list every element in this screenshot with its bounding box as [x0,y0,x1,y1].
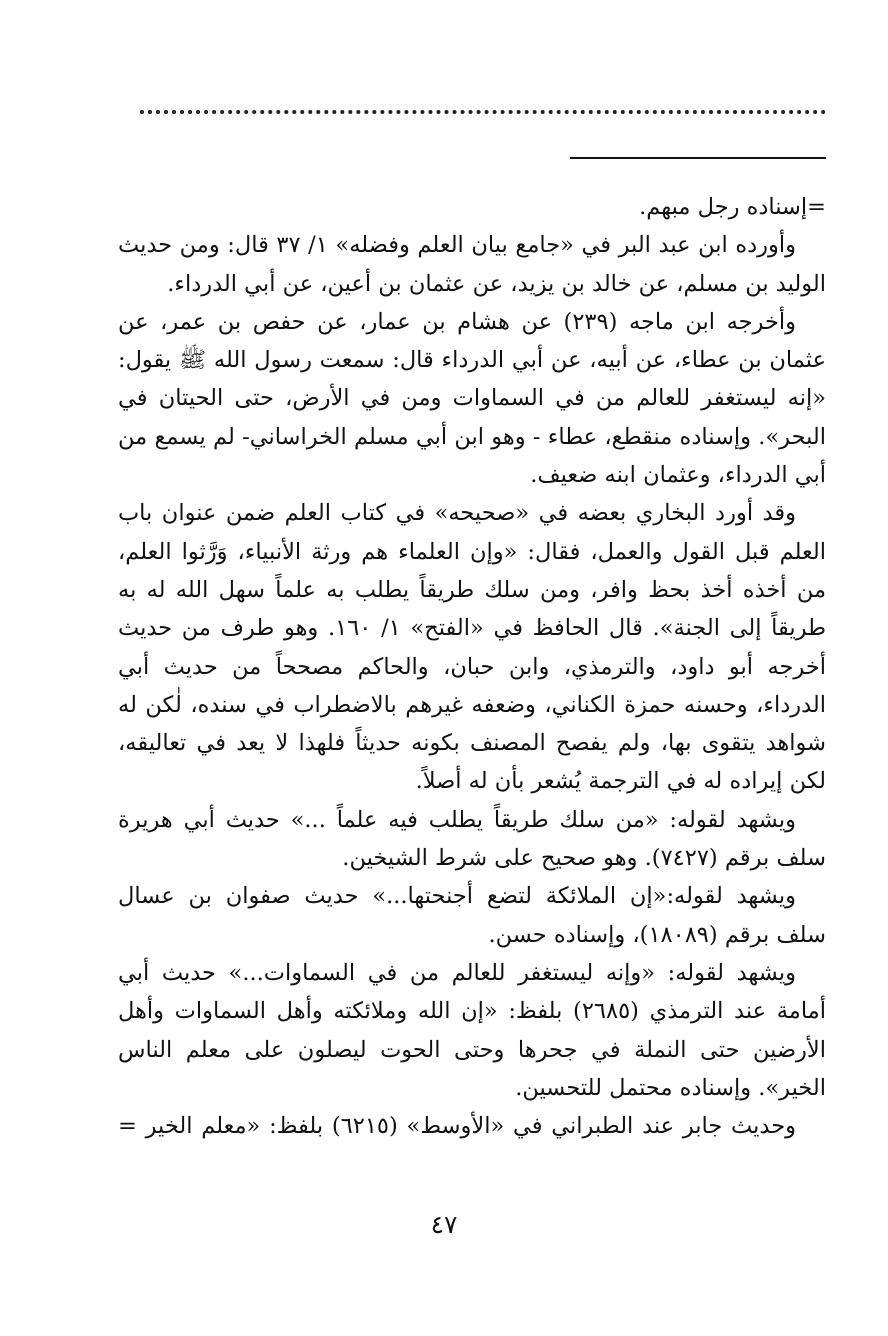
text-line: ويشهد لقوله:«إن الملائكة لتضع أجنحتها...» حديث صفوان بن عسال [118,883,796,910]
footnote-separator [570,157,826,159]
text-line: وأخرجه ابن ماجه (٢٣٩) عن هشام بن عمار، عن حفص بن عمر، عن [118,308,796,335]
text-line: =إسناده رجل مبهم. [639,194,826,220]
text-line: طريقاً إلى الجنة». قال الحافظ في «الفتح» ١/ ١٦٠. وهو طرف من حديث [118,615,826,642]
text-line: سلف برقم (٧٤٢٧). وهو صحيح على شرط الشيخين. [342,845,826,872]
text-line: أخرجه أبو داود، والترمذي، وابن حبان، والحاكم مصححاً من حديث أبي [118,653,826,680]
text-line: وقد أورد البخاري بعضه في «صحيحه» في كتاب العلم ضمن عنوان باب [118,500,796,527]
footnote-text-block [118,188,826,1145]
text-line: الدرداء، وحسنه حمزة الكناني، وضعفه غيرهم بالاضطراب في سنده، لٰكن له [118,691,826,718]
text-line: عثمان بن عطاء، عن أبيه، عن أبي الدرداء قال: سمعت رسول الله ﷺ يقول: [118,347,826,374]
text-line: أبي الدرداء، وعثمان ابنه ضعيف. [530,462,826,489]
text-line: ويشهد لقوله: «وإنه ليستغفر للعالم من في السماوات...» حديث أبي [118,959,796,986]
text-line: العلم قبل القول والعمل، فقال: «وإن العلماء هم ورثة الأنبياء، وَرَّثوا العلم، [118,538,826,565]
page-number: ٤٧ [430,1210,458,1239]
text-line: وأورده ابن عبد البر في «جامع بيان العلم وفضله» ١/ ٣٧ قال: ومن حديث [118,232,796,259]
text-line: الخير». وإسناده محتمل للتحسين. [515,1074,826,1101]
dotted-separator [140,110,826,124]
text-line: لكن إيراده له في الترجمة يُشعر بأن له أصلاً. [415,768,826,795]
text-line: سلف برقم (١٨٠٨٩)، وإسناده حسن. [488,921,826,948]
text-line: الأرضين حتى النملة في جحرها وحتى الحوت ليصلون على معلم الناس [118,1036,826,1063]
text-line: وحديث جابر عند الطبراني في «الأوسط» (٦٢١٥) بلفظ: «معلم الخير = [118,1113,796,1140]
text-line: شواهد يتقوى بها، ولم يفصح المصنف بكونه حديثاً فلهذا لا يعد في تعاليقه، [118,730,826,757]
text-line: الوليد بن مسلم، عن خالد بن يزيد، عن عثمان بن أعين، عن أبي الدرداء. [167,270,826,297]
text-line: من أخذه أخذ بحظ وافر، ومن سلك طريقاً يطلب به علماً سهل الله له به [118,576,826,603]
text-line: «إنه ليستغفر للعالم من في السماوات ومن في الأرض، حتى الحيتان في [118,385,826,412]
text-line: البحر». وإسناده منقطع، عطاء - وهو ابن أبي مسلم الخراساني- لم يسمع من [118,423,826,450]
text-line: أمامة عند الترمذي (٢٦٨٥) بلفظ: «إن الله وملائكته وأهل السماوات وأهل [118,998,826,1025]
text-line: ويشهد لقوله: «من سلك طريقاً يطلب فيه علماً ...» حديث أبي هريرة [118,806,796,833]
